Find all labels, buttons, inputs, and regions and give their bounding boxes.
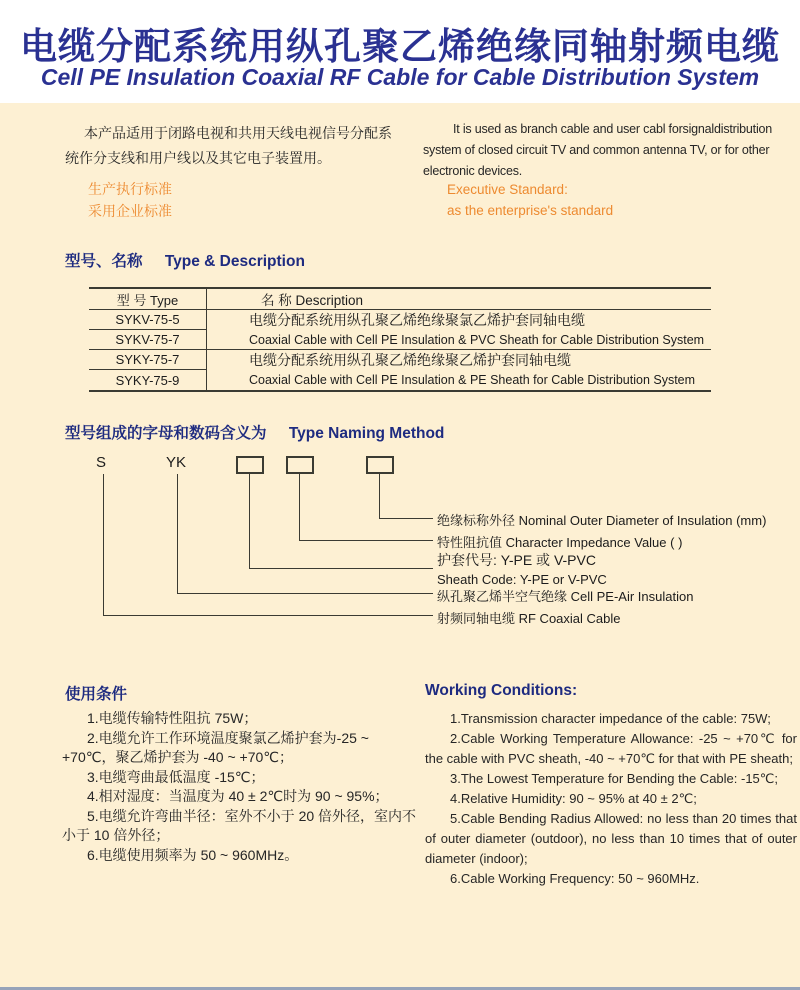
enterprise-standard-en-label: as the enterprise's standard [447,203,614,218]
list-item: 4.相对湿度：当温度为 40 ± 2℃时为 90 ~ 95%； [87,788,389,804]
working-conditions-heading-en: Working Conditions: [425,682,578,699]
list-item: 1.电缆传输特性阻抗 75W； [87,710,258,726]
list-item: 2.Cable Working Temperature Allowance: -25 ~ +70℃ for the cable with PVC sheath, -40 ~ +70℃ for that with PE sheath; [425,731,797,766]
list-item: 2.电缆允许工作环境温度聚氯乙烯护套为-25 ~ +70℃，聚乙烯护套为 -40 ~ +70℃； [62,729,369,765]
page-title-en: Cell PE Insulation Coaxial RF Cable for Cable Distribution System [40,64,760,90]
connector-line [177,593,433,594]
type-cell: SYKV-75-5 [89,310,207,330]
connector-line [379,474,380,519]
connector-line [249,568,433,569]
list-item: 6.Cable Working Frequency: 50 ~ 960MHz. [450,871,700,886]
type-description-table [89,287,711,392]
description-cell: 电缆分配系统用纵孔聚乙烯绝缘聚氯乙烯护套同轴电缆 [249,312,585,328]
type-description-heading [65,249,305,271]
type-cell: SYKY-75-9 [89,370,207,390]
description-cell: 电缆分配系统用纵孔聚乙烯绝缘聚乙烯护套同轴电缆 [249,352,571,368]
connector-line [299,474,300,541]
type-naming-heading-en: Type Naming Method [288,425,445,442]
symbol-yk: YK [166,454,187,471]
callout-rf-coaxial-cable: 射频同轴电缆 RF Coaxial Cable [437,611,621,626]
type-naming-heading [65,421,444,443]
table-row [89,350,711,370]
standard-lines-en [447,179,613,221]
list-item: 3.The Lowest Temperature for Bending the Cable: -15℃; [450,771,778,786]
connector-line [249,474,250,569]
production-standard-label: 生产执行标准 [88,181,172,197]
intro-paragraph-zh: 本产品适用于闭路电视和共用天线电视信号分配系统作分支线和用户线以及其它电子装置用。 [65,125,392,166]
list-item: 1.Transmission character impedance of the cable: 75W; [450,711,771,726]
connector-line [103,474,104,616]
connector-line [177,474,178,594]
type-naming-heading-zh: 型号组成的字母和数码含义为 [65,425,267,442]
type-description-heading-zh: 型号、名称 [65,253,143,270]
working-conditions-list-en [425,709,797,889]
table-row [89,370,711,390]
type-column-header: 型 号 Type [89,289,207,309]
page-title-zh: 电缆分配系统用纵孔聚乙烯绝缘同轴射频电缆 [20,26,780,67]
callout-sheath-code-zh: 护套代号: Y-PE 或 V-PVC [437,552,596,568]
callout-insulation-diameter: 绝缘标称外径 Nominal Outer Diameter of Insulation (mm) [437,513,767,528]
connector-line [299,540,433,541]
type-description-heading-en: Type & Description [164,253,305,270]
list-item: 6.电缆使用频率为 50 ~ 960MHz。 [87,846,299,863]
type-cell: SYKY-75-7 [89,350,207,370]
enterprise-standard-label: 采用企业标准 [88,203,172,219]
description-cell: Coaxial Cable with Cell PE Insulation & PE Sheath for Cable Distribution System [249,373,696,387]
description-cell: Coaxial Cable with Cell PE Insulation & PVC Sheath for Cable Distribution System [249,332,705,347]
list-item: 3.电缆弯曲最低温度 -15℃； [87,768,265,785]
working-conditions-heading-zh: 使用条件 [65,686,128,703]
standard-lines-zh [88,178,172,222]
table-row [89,330,711,350]
intro-paragraph-en: It is used as branch cable and user cabl forsignaldistribution system of closed circuit TV and common antenna TV, or for other electronic devices. [423,122,773,178]
description-column-header: 名 称 Description [261,293,364,308]
callout-impedance-value: 特性阻抗值 Character Impedance Value ( ) [437,535,683,550]
callout-sheath-code-en: Sheath Code: Y-PE or V-PVC [437,572,607,587]
type-code-box [286,456,314,474]
type-code-box [366,456,394,474]
executive-standard-label: Executive Standard: [447,182,568,197]
connector-line [379,518,433,519]
working-conditions-list-zh [62,709,418,865]
list-item: 5.Cable Bending Radius Allowed: no less than 20 times that of outer diameter (outdoor), no less than 10 times that of outer diameter (indoor); [425,811,797,866]
type-naming-diagram [0,451,800,631]
callout-cell-pe-insulation: 纵孔聚乙烯半空气绝缘 Cell PE-Air Insulation [437,589,694,604]
connector-line [103,615,433,616]
table-row [89,310,711,330]
type-cell: SYKV-75-7 [89,330,207,349]
table-header-row [89,289,711,310]
list-item: 4.Relative Humidity: 90 ~ 95% at 40 ± 2℃; [450,791,697,806]
list-item: 5.电缆允许弯曲半径：室外不小于 20 倍外径，室内不小于 10 倍外径； [62,807,417,843]
symbol-s: S [96,454,107,471]
type-code-box [236,456,264,474]
